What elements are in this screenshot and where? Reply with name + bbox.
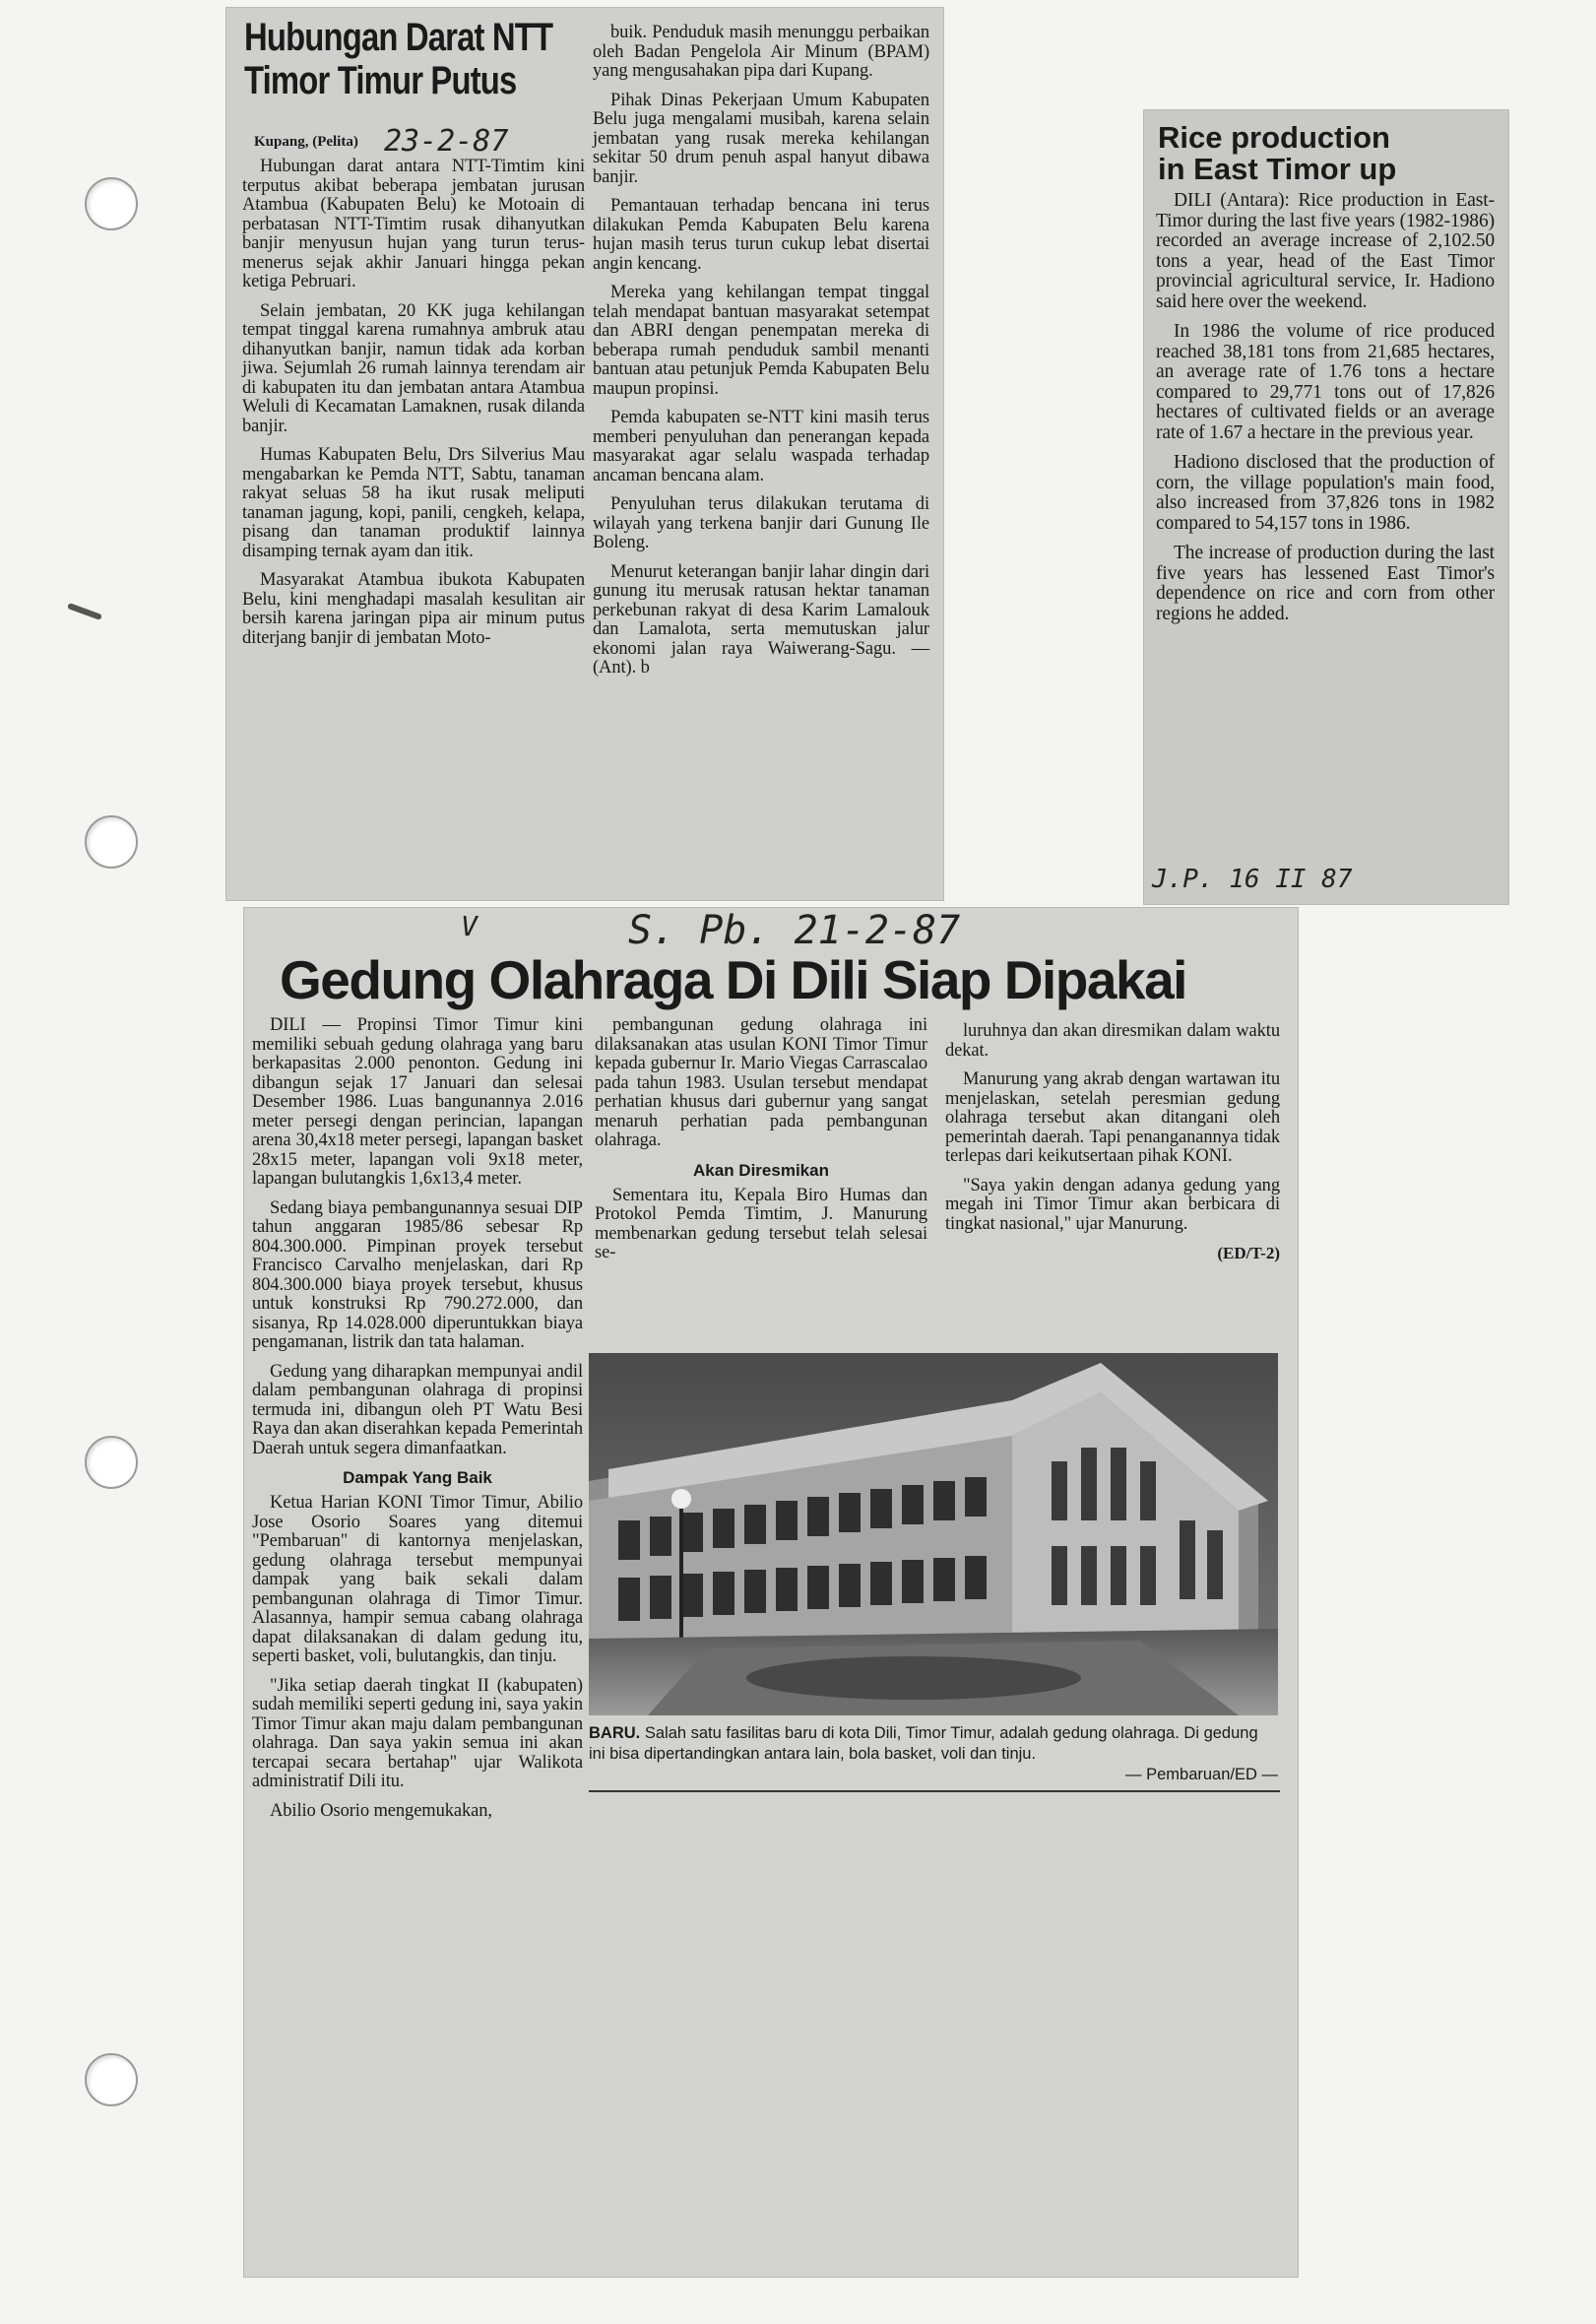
caption-text: Salah satu fasilitas baru di kota Dili, Timor Timur, adalah gedung olahraga. Di gedung ini bisa dipertandingkan antara lain, bola basket, voli dan tinju. (589, 1724, 1258, 1763)
article3-col1b-p1: Ketua Harian KONI Timor Timur, Abilio Jose Osorio Soares yang ditemui "Pembaruan" di kantornya menjelaskan, gedung olahraga tersebut mempunyai dampak yang baik sekali dalam pembangunan olahraga di Timor Timur. Alasannya, hampir semua cabang olahraga dapat dilaksanakan di dalam gedung itu, seperti basket, voli, bulutangkis, dan tinju. (252, 1493, 583, 1666)
article1-col2-p6: Penyuluhan terus dilakukan terutama di wilayah yang terkena banjir dari Gunung Ile Boleng. (593, 494, 929, 552)
article3-col2-p1: pembangunan gedung olahraga ini dilaksanakan atas usulan KONI Timor Timur kepada gubernur Ir. Mario Viegas Carrascalao pada tahun 1983. Usulan tersebut mendapat perhatian khusus dari gubernur yang sangat menaruh perhatian pada pembangunan olahraga. (595, 1015, 927, 1150)
article1-col2-p5: Pemda kabupaten se-NTT kini masih terus memberi penyuluhan dan penerangan kepada masyarakat agar selalu waspada terhadap ancaman bencana alam. (593, 408, 929, 485)
article1-col1-p4: Masyarakat Atambua ibukota Kabupaten Belu, kini menghadapi masalah kesulitan air bersih karena jaringan pipa air minum putus diterjang banjir di jembatan Moto- (242, 570, 585, 648)
article2-p1: DILI (Antara): Rice production in East-Timor during the last five years (1982-1986) recorded an average increase of 2,102.50 tons a year, head of the East Timor provincial agricultural service, Ir. Hadiono said here over the weekend. (1156, 190, 1495, 312)
article1-handwritten-date: 23-2-87 (384, 124, 509, 159)
article3-handwritten-note: S. Pb. 21-2-87 (628, 908, 961, 953)
article3-col1b-p3: Abilio Osorio mengemukakan, (270, 1800, 492, 1821)
punch-hole-middle (85, 815, 138, 869)
article3-signoff: (ED/T-2) (1217, 1244, 1280, 1262)
article1-dateline: Kupang, (Pelita) (254, 134, 358, 150)
article3-col3-p1: luruhnya dan akan diresmikan dalam waktu dekat. (945, 1021, 1280, 1061)
photo-caption (589, 1723, 1278, 1785)
article3-col1-p3: Gedung yang diharapkan mempunyai andil dalam pembangunan olahraga di propinsi termuda ini, dibangun oleh PT Watu Besi Raya dan akan diserahkan kepada Pemerintah Daerah untuk segera dimanfaatkan. (252, 1361, 583, 1458)
article1-col1-p2: Selain jembatan, 20 KK juga kehilangan tempat tinggal karena rumahnya ambruk atau dihanyutkan banjir, namun tidak ada korban jiwa. Sejumlah 26 rumah lainnya terendam air di kabupaten itu dan jembatan antara Atambua Weluli di Kecamatan Lamaknen, rusak dilanda banjir. (242, 300, 585, 436)
article1-column-2 (593, 24, 929, 688)
article1-headline (244, 16, 552, 102)
article1-column-1 (242, 158, 585, 658)
article3-column-2 (595, 1016, 927, 1273)
article3-col3-p2: Manurung yang akrab dengan wartawan itu menjelaskan, setelah peresmian gedung olahraga tersebut akan ditangani oleh pemerintah daerah. Tapi penanganannya tidak terlepas dari keikutsertaan pihak KONI. (945, 1069, 1280, 1166)
article2-body (1156, 191, 1495, 634)
article3-column-3 (945, 1022, 1280, 1263)
article2-headline-line2: in East Timor up (1158, 152, 1397, 186)
article3-col2b-p1: Sementara itu, Kepala Biro Humas dan Protokol Pemda Timtim, J. Manurung membenarkan gedung tersebut telah selesai se- (595, 1185, 927, 1262)
clipping-hubungan-darat (226, 8, 943, 900)
article3-tick-mark: V (461, 910, 478, 942)
clipping-rice-production (1144, 110, 1508, 904)
margin-mark (67, 603, 102, 620)
article1-col1-p1: Hubungan darat antara NTT-Timtim kini terputus akibat beberapa jembatan jurusan Atambua (Kabupaten Belu) ke Motoain di perbatasan NTT-Timtim rusak dihanyutkan banjir menyusun hujan yang turun terus-menerus sejak akhir Januari hingga pekan ketiga Pebruari. (242, 157, 585, 291)
article2-handwritten-note: J.P. 16 II 87 (1152, 865, 1353, 894)
article3-column-1 (252, 1016, 583, 1831)
article1-headline-line2: Timor Timur Putus (244, 59, 517, 102)
article1-headline-line1: Hubungan Darat NTT (244, 16, 553, 59)
punch-hole-bottom (85, 2053, 138, 2106)
article1-col2-p3: Pemantauan terhadap bencana ini terus dilakukan Pemda Kabupaten Belu karena hujan masih terus turun cukup lebat disertai angin kencang. (593, 196, 929, 274)
sports-hall-photo (589, 1353, 1278, 1715)
article2-p4: The increase of production during the last five years has lessened East Timor's dependence on rice and corn from other regions he added. (1156, 543, 1495, 624)
sports-hall-photo-svg (589, 1353, 1278, 1715)
article2-headline (1158, 122, 1396, 185)
article1-col2-p2: Pihak Dinas Pekerjaan Umum Kabupaten Belu juga mengalami musibah, karena selain jembatan yang rusak mereka kehilangan sekitar 50 drum penuh aspal hanyut dibawa banjir. (593, 90, 929, 187)
article3-col1-p1: DILI — Propinsi Timor Timur kini memiliki sebuah gedung olahraga yang baru berkapasitas 2.000 penonton. Gedung ini dibangun sejak 17 Januari dan selesai Desember 1986. Luas bangunannya 2.016 meter persegi dengan perincian, lapangan arena 30,4x18 meter persegi, lapangan basket 28x15 meter, lapangan voli 9x18 meter, lapangan bulutangkis 1,6x13,4 meter. (252, 1015, 583, 1189)
clipping-gedung-olahraga (244, 908, 1298, 2277)
article3-col1b-p2: "Jika setiap daerah tingkat II (kabupaten) sudah memiliki seperti gedung ini, saya yakin Timor Timur akan maju dalam pembangunan olahraga. Dan saya yakin semua ini akan tercapai secara bertahap" ujar Walikota administratif Dili itu. (252, 1675, 583, 1791)
article1-col1-p3: Humas Kabupaten Belu, Drs Silverius Mau mengabarkan ke Pemda NTT, Sabtu, tanaman rakyat seluas 58 ha ikut rusak meliputi tanaman jagung, kopi, panili, cengkeh, kelapa, pisang dan tanaman produktif lainnya disamping ternak ayam dan itik. (242, 445, 585, 561)
article3-col1-p2: Sedang biaya pembangunannya sesuai DIP tahun anggaran 1985/86 sebesar Rp 804.300.000. Pimpinan proyek tersebut Francisco Carvalho menjelaskan, dari Rp 804.300.000 biaya proyek tersebut, khusus untuk konstruksi Rp 790.272.000, dan sisanya, Rp 14.028.000 diperuntukkan biaya pengamanan, listrik dan tata halaman. (252, 1197, 583, 1352)
article3-subhead-dampak: Dampak Yang Baik (343, 1468, 492, 1487)
article2-p3: Hadiono disclosed that the production of corn, the village population's main food, also increased from 37,826 tons in 1982 compared to 54,157 tons in 1986. (1156, 452, 1495, 534)
article3-subhead-diresmikan: Akan Diresmikan (693, 1160, 829, 1180)
article1-col2-p1: buik. Penduduk masih menunggu perbaikan oleh Badan Pengelola Air Minum (BPAM) yang mengusahakan pipa dari Kupang. (593, 23, 929, 81)
article3-headline: Gedung Olahraga Di Dili Siap Dipakai (280, 949, 1186, 1010)
article1-col2-p4: Mereka yang kehilangan tempat tinggal telah mendapat bantuan masyarakat setempat dan ABRI dengan penempatan mereka di beberapa rumah penduduk sambil menanti bantuan atau petunjuk Pemda Kabupaten Belu maupun propinsi. (593, 283, 929, 399)
caption-rule (589, 1790, 1280, 1792)
article2-headline-line1: Rice production (1158, 120, 1390, 155)
punch-hole-top (85, 177, 138, 230)
article1-col2-p7: Menurut keterangan banjir lahar dingin dari gunung itu merusak ratusan hektar tanaman perkebunan rakyat di desa Karim Lamalouk dan Lamalota, serta memutuskan jalur ekonomi jalan raya Waiwerang-Sagu. — (Ant). b (593, 561, 929, 678)
caption-lead: BARU. (589, 1724, 641, 1742)
caption-credit: — Pembaruan/ED — (1125, 1766, 1278, 1783)
article3-col3-p3: "Saya yakin dengan adanya gedung yang megah ini Timor Timur akan berbicara di tingkat nasional," ujar Manurung. (945, 1175, 1280, 1234)
article2-p2: In 1986 the volume of rice produced reached 38,181 tons from 21,685 hectares, an average rate of 1.76 tons a hectare compared to 29,771 tons out of 17,826 hectares of cultivated fields or an average rate of 1.67 a hectare in the previous year. (1156, 321, 1495, 443)
punch-hole-lower (85, 1436, 138, 1489)
